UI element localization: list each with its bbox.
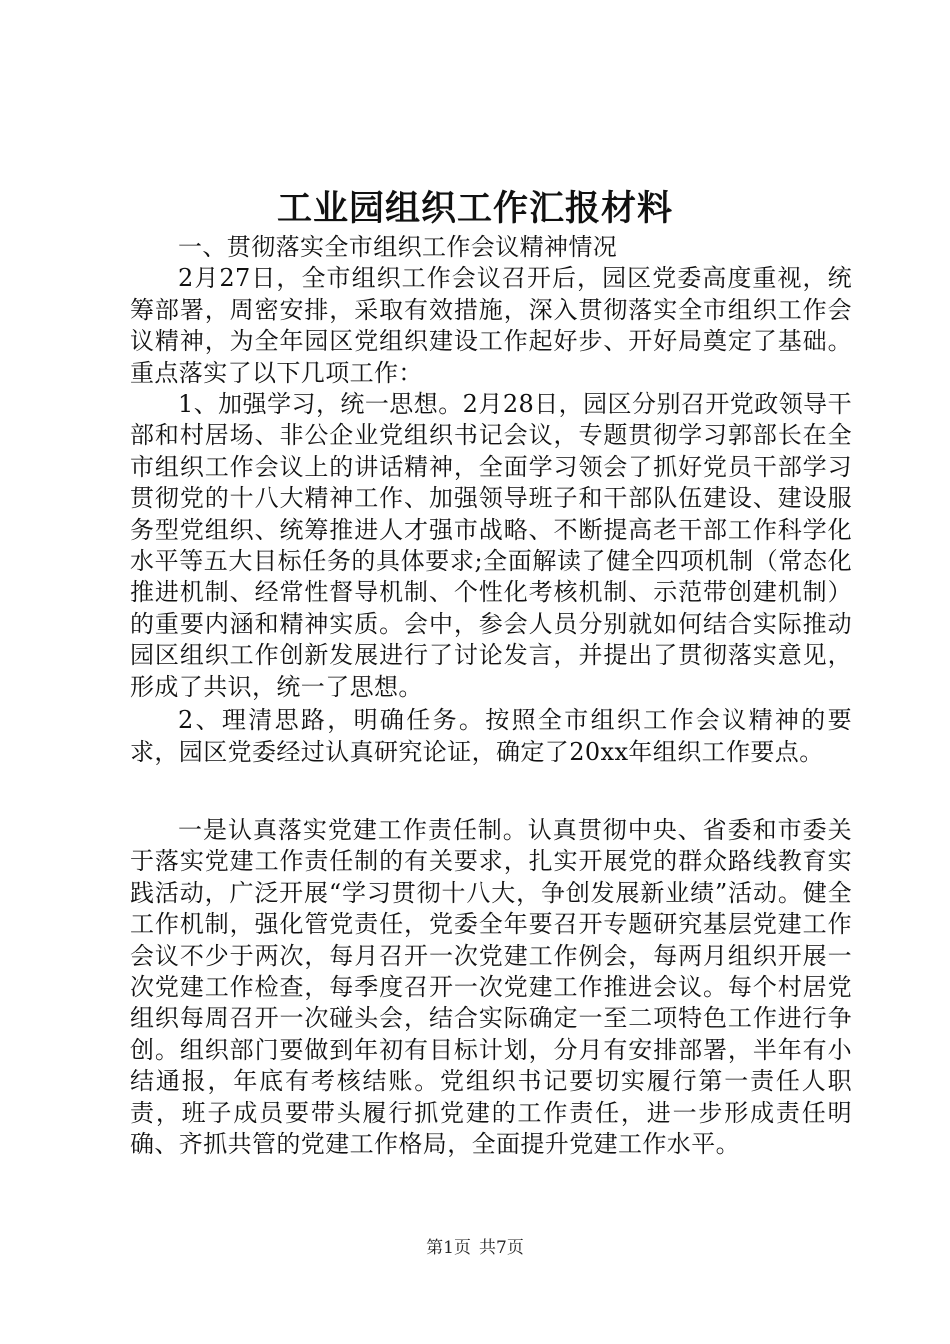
document-title: 工业园组织工作汇报材料 bbox=[276, 188, 673, 229]
body-paragraph: 一是认真落实党建工作责任制。认真贯彻中央、省委和市委关于落实党建工作责任制的有关要求，扎实开展党的群众路线教育实践活动，广泛开展“学习贯彻十八大，争创发展新业绩”活动。健全工作机制，强化管党责任，党委全年要召开专题研究基层党建工作会议不少于两次，每月召开一次党建工作例会，每两月组织开展一次党建工作检查，每季度召开一次党建工作推进会议。每个村居党组织每周召开一次碰头会，结合实际确定一至二项特色工作进行争创。组织部门要做到年初有目标计划，分月有安排部署，半年有小结通报，年底有考核结账。党组织书记要切实履行第一责任人职责，班子成员要带头履行抓党建的工作责任，进一步形成责任明确、齐抓共管的党建工作格局，全面提升党建工作水平。 bbox=[130, 815, 852, 1158]
page-footer bbox=[0, 1236, 950, 1260]
page-number-total: 共7页 bbox=[479, 1238, 524, 1258]
body-paragraph: 1、加强学习，统一思想。2月28日，园区分别召开党政领导干部和村居场、非公企业党组织书记会议，专题贯彻学习郭部长在全市组织工作会议上的讲话精神，全面学习领会了抓好党员干部学习贯彻党的十八大精神工作、加强领导班子和干部队伍建设、建设服务型党组织、统筹推进人才强市战略、不断提高老干部工作科学化水平等五大目标任务的具体要求;全面解读了健全四项机制（常态化推进机制、经常性督导机制、个性化考核机制、示范带创建机制）的重要内涵和精神实质。会中，参会人员分别就如何结合实际推动园区组织工作创新发展进行了讨论发言，并提出了贯彻落实意见，形成了共识，统一了思想。 bbox=[130, 390, 852, 701]
page-number-current: 第1页 bbox=[426, 1238, 471, 1258]
document-body bbox=[130, 232, 852, 1160]
body-paragraph: 2月27日，全市组织工作会议召开后，园区党委高度重视，统筹部署，周密安排，采取有效措施，深入贯彻落实全市组织工作会议精神，为全年园区党组织建设工作起好步、开好局奠定了基础。重点落实了以下几项工作： bbox=[130, 264, 852, 387]
section-heading: 一、贯彻落实全市组织工作会议精神情况 bbox=[178, 233, 618, 261]
paragraph-spacer bbox=[130, 768, 852, 815]
body-paragraph: 2、理清思路，明确任务。按照全市组织工作会议精神的要求，园区党委经过认真研究论证，确定了20xx年组织工作要点。 bbox=[130, 706, 852, 766]
